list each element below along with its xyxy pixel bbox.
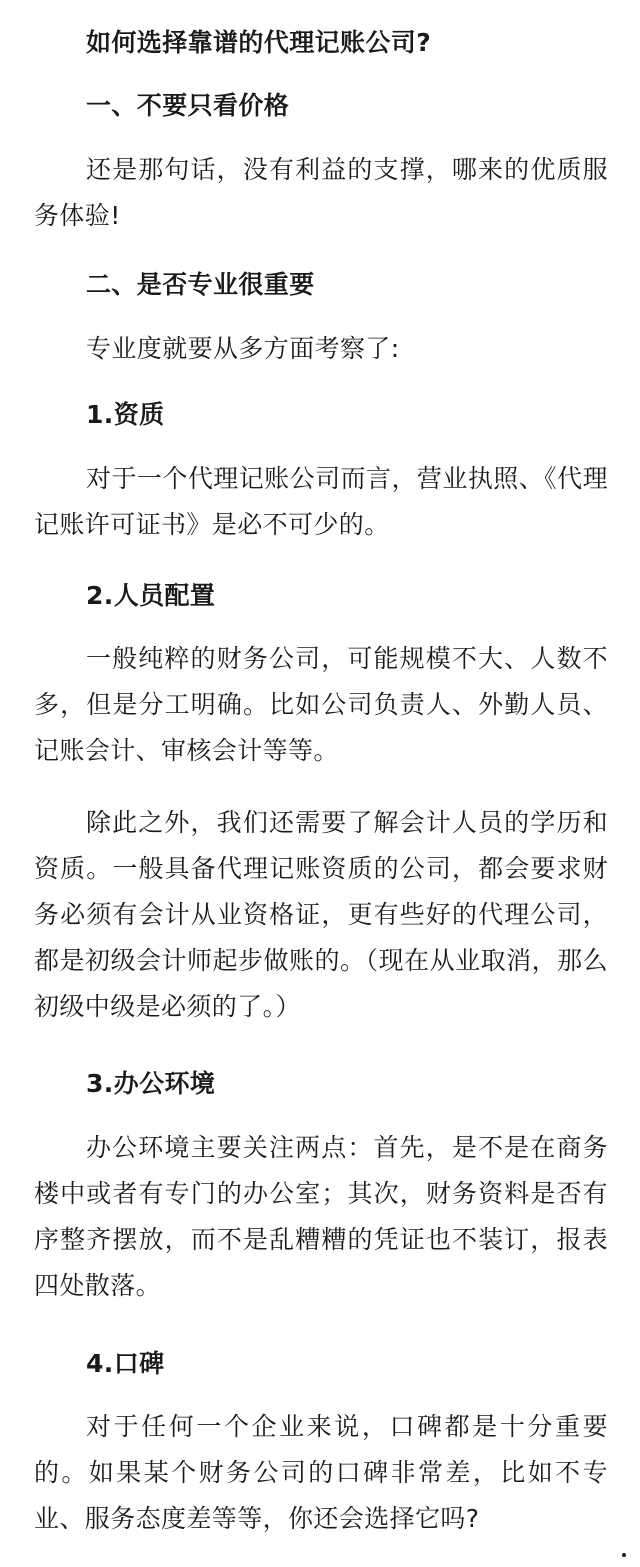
paragraph-professional-intro: 专业度就要从多方面考察了: bbox=[86, 334, 400, 363]
paragraph-qualification: 对于一个代理记账公司而言，营业执照、《代理记账许可证书》是必不可少的。 bbox=[34, 464, 608, 539]
corner-dot bbox=[622, 1553, 626, 1557]
item-heading-office: 3.办公环境 bbox=[86, 1069, 216, 1098]
paragraph-price: 还是那句话，没有利益的支撑，哪来的优质服务体验! bbox=[34, 155, 608, 230]
paragraph-staffing-2: 除此之外，我们还需要了解会计人员的学历和资质。一般具备代理记账资质的公司，都会要求财务必须有会计从业资格证，更有些好的代理公司，都是初级会计师起步做账的。（现在从业取消，那么初级中级是必须的了。） bbox=[34, 808, 608, 1021]
item-heading-qualification: 1.资质 bbox=[86, 400, 165, 429]
paragraph-office: 办公环境主要关注两点：首先，是不是在商务楼中或者有专门的办公室；其次，财务资料是否有序整齐摆放，而不是乱糟糟的凭证也不装订，报表四处散落。 bbox=[34, 1133, 608, 1300]
item-heading-staffing: 2.人员配置 bbox=[86, 581, 216, 610]
section-heading-professional: 二、是否专业很重要 bbox=[86, 270, 315, 299]
paragraph-staffing-1: 一般纯粹的财务公司，可能规模不大、人数不多，但是分工明确。比如公司负责人、外勤人员、记账会计、审核会计等等。 bbox=[34, 644, 608, 765]
section-heading-price: 一、不要只看价格 bbox=[86, 91, 290, 120]
paragraph-reputation: 对于任何一个企业来说，口碑都是十分重要的。如果某个财务公司的口碑非常差，比如不专业、服务态度差等等，你还会选择它吗? bbox=[34, 1412, 608, 1533]
article-title: 如何选择靠谱的代理记账公司? bbox=[86, 28, 432, 57]
item-heading-reputation: 4.口碑 bbox=[86, 1349, 165, 1378]
